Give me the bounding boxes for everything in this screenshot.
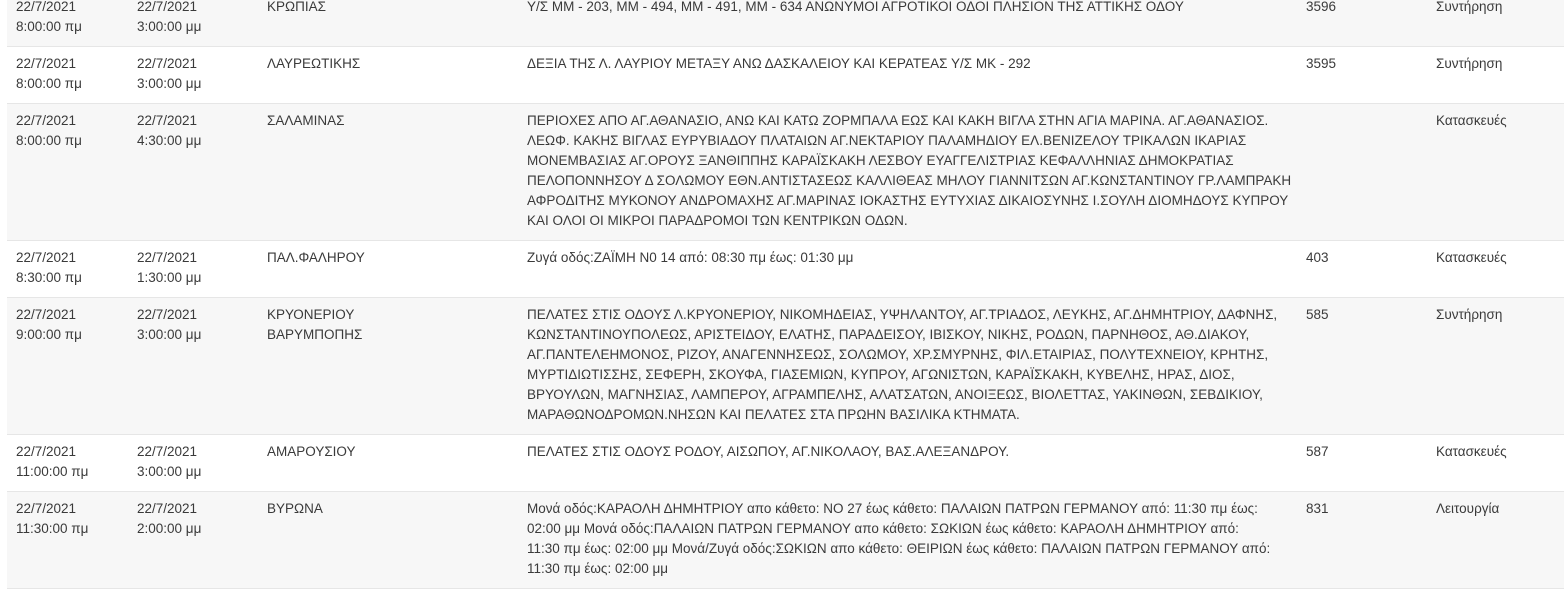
- work-type: Συντήρηση: [1436, 307, 1503, 322]
- start-date: 22/7/2021: [16, 0, 77, 14]
- work-type-cell: [1436, 0, 1564, 26]
- end-time: 1:30:00 μμ: [137, 270, 202, 285]
- outage-table: [7, 0, 1564, 589]
- end-datetime-cell: [137, 104, 267, 160]
- end-date: 22/7/2021: [137, 501, 198, 516]
- description-line: ΑΓ.ΠΑΝΤΕΛΕΗΜΟΝΟΣ, ΡΙΖΟΥ, ΑΝΑΓΕΝΝΗΣΕΩΣ, ΣΟΛΩΜΟΥ, ΧΡ.ΣΜΥΡΝΗΣ, ΦΙΛ.ΕΤΑΙΡΙΑΣ, ΠΟΛΥΤΕΧΝΕΙΟΥ, ΚΡΗΤΗΣ,: [527, 347, 1269, 362]
- description-line: ΔΕΞΙΑ ΤΗΣ Λ. ΛΑΥΡΙΟΥ ΜΕΤΑΞΥ ΑΝΩ ΔΑΣΚΑΛΕΙΟΥ ΚΑΙ ΚΕΡΑΤΕΑΣ Υ/Σ ΜΚ - 292: [527, 56, 1031, 71]
- end-time: 3:00:00 μμ: [137, 19, 202, 34]
- area-name: ΠΑΛ.ΦΑΛΗΡΟΥ: [267, 250, 365, 265]
- reference-number-cell: [1306, 104, 1436, 120]
- area-cell: [267, 298, 527, 354]
- end-date: 22/7/2021: [137, 56, 198, 71]
- end-time: 3:00:00 μμ: [137, 464, 202, 479]
- description-cell: [527, 47, 1306, 83]
- start-date: 22/7/2021: [16, 444, 77, 459]
- table-row: [7, 492, 1564, 589]
- start-date: 22/7/2021: [16, 307, 77, 322]
- description-cell: [527, 492, 1306, 588]
- description-line: 11:30 πμ έως: 02:00 μμ: [527, 561, 669, 576]
- description-line: 02:00 μμ Μονά οδός:ΠΑΛΑΙΩΝ ΠΑΤΡΩΝ ΓΕΡΜΑΝΟΥ απο κάθετο: ΣΩΚΙΩΝ έως κάθετο: ΚΑΡΑΟΛΗ ΔΗΜΗΤΡΙΟΥ από:: [527, 521, 1239, 536]
- reference-number: 3595: [1306, 56, 1337, 71]
- end-datetime-cell: [137, 298, 267, 354]
- start-datetime-cell: [7, 492, 137, 548]
- area-name: ΚΡΩΠΙΑΣ: [267, 0, 326, 14]
- reference-number-cell: [1306, 0, 1436, 26]
- table-row: [7, 298, 1564, 435]
- end-date: 22/7/2021: [137, 444, 198, 459]
- work-type-cell: [1436, 492, 1564, 528]
- area-name: ΣΑΛΑΜΙΝΑΣ: [267, 113, 345, 128]
- description-line: ΜΑΡΑΘΩΝΟΔΡΟΜΩΝ.ΝΗΣΩΝ ΚΑΙ ΠΕΛΑΤΕΣ ΣΤΑ ΠΡΩΗΝ ΒΑΣΙΛΙΚΑ ΚΤΗΜΑΤΑ.: [527, 407, 1020, 422]
- table-row: [7, 104, 1564, 241]
- end-datetime-cell: [137, 47, 267, 103]
- table-body: [7, 0, 1564, 589]
- description-cell: [527, 241, 1306, 277]
- description-cell: [527, 0, 1306, 26]
- area-name: ΛΑΥΡΕΩΤΙΚΗΣ: [267, 56, 361, 71]
- start-datetime-cell: [7, 298, 137, 354]
- description-line: ΠΕΛΑΤΕΣ ΣΤΙΣ ΟΔΟΥΣ Λ.ΚΡΥΟΝΕΡΙΟΥ, ΝΙΚΟΜΗΔΕΙΑΣ, ΥΨΗΛΑΝΤΟΥ, ΑΓ.ΤΡΙΑΔΟΣ, ΛΕΥΚΗΣ, ΑΓ.ΔΗΜΗΤΡΙΟΥ, ΔΑΦΝΗΣ,: [527, 307, 1278, 322]
- description-line: ΠΕΛΟΠΟΝΝΗΣΟΥ Δ ΣΟΛΩΜΟΥ ΕΘΝ.ΑΝΤΙΣΤΑΣΕΩΣ ΚΑΛΛΙΘΕΑΣ ΜΗΛΟΥ ΓΙΑΝΝΙΤΣΩΝ ΑΓ.ΚΩΝΣΤΑΝΤΙΝΟΥ ΓΡ.ΛΑΜΠΡΑΚΗ: [527, 173, 1292, 188]
- start-datetime-cell: [7, 435, 137, 491]
- area-cell: [267, 492, 527, 528]
- end-time: 3:00:00 μμ: [137, 76, 202, 91]
- start-time: 8:00:00 πμ: [16, 133, 82, 148]
- reference-number-cell: [1306, 492, 1436, 528]
- description-line: Μονά οδός:ΚΑΡΑΟΛΗ ΔΗΜΗΤΡΙΟΥ απο κάθετο: ΝΟ 27 έως κάθετο: ΠΑΛΑΙΩΝ ΠΑΤΡΩΝ ΓΕΡΜΑΝΟΥ από: 11:30 πμ έως:: [527, 501, 1258, 516]
- end-date: 22/7/2021: [137, 113, 198, 128]
- description-line: ΜΥΡΤΙΔΙΩΤΙΣΣΗΣ, ΣΕΦΕΡΗ, ΣΚΟΥΦΑ, ΓΙΑΣΕΜΙΩΝ, ΚΥΠΡΟΥ, ΑΓΩΝΙΣΤΩΝ, ΚΑΡΑΪΣΚΑΚΗ, ΚΥΒΕΛΗΣ, ΗΡΑΣ, ΔΙΟΣ,: [527, 367, 1235, 382]
- description-line: ΛΕΩΦ. ΚΑΚΗΣ ΒΙΓΛΑΣ ΕΥΡΥΒΙΑΔΟΥ ΠΛΑΤΑΙΩΝ ΑΓ.ΝΕΚΤΑΡΙΟΥ ΠΑΛΑΜΗΔΙΟΥ ΕΛ.ΒΕΝΙΖΕΛΟΥ ΤΡΙΚΑΛΩΝ ΙΚΑΡΙΑΣ: [527, 133, 1247, 148]
- start-date: 22/7/2021: [16, 250, 77, 265]
- area-cell: [267, 47, 527, 83]
- start-datetime-cell: [7, 47, 137, 103]
- end-datetime-cell: [137, 0, 267, 46]
- area-cell: [267, 104, 527, 140]
- reference-number: 585: [1306, 307, 1329, 322]
- start-time: 8:00:00 πμ: [16, 76, 82, 91]
- reference-number: 403: [1306, 250, 1329, 265]
- start-date: 22/7/2021: [16, 501, 77, 516]
- reference-number-cell: [1306, 298, 1436, 334]
- work-type-cell: [1436, 104, 1564, 140]
- description-line: ΜΟΝΕΜΒΑΣΙΑΣ ΑΓ.ΟΡΟΥΣ ΞΑΝΘΙΠΠΗΣ ΚΑΡΑΪΣΚΑΚΗ ΛΕΣΒΟΥ ΕΥΑΓΓΕΛΙΣΤΡΙΑΣ ΚΕΦΑΛΛΗΝΙΑΣ ΔΗΜΟΚΡΑΤΙΑΣ: [527, 153, 1234, 168]
- start-time: 11:30:00 πμ: [16, 521, 89, 536]
- table-row: [7, 241, 1564, 298]
- start-time: 8:00:00 πμ: [16, 19, 82, 34]
- description-line: ΚΩΝΣΤΑΝΤΙΝΟΥΠΟΛΕΩΣ, ΑΡΙΣΤΕΙΔΟΥ, ΕΛΑΤΗΣ, ΠΑΡΑΔΕΙΣΟΥ, ΙΒΙΣΚΟΥ, ΝΙΚΗΣ, ΡΟΔΩΝ, ΠΑΡΝΗΘΟΣ, ΑΘ.ΔΙΑΚΟΥ,: [527, 327, 1250, 342]
- start-time: 9:00:00 πμ: [16, 327, 82, 342]
- work-type-cell: [1436, 298, 1564, 334]
- work-type-cell: [1436, 241, 1564, 277]
- work-type: Κατασκευές: [1436, 444, 1507, 459]
- end-time: 2:00:00 μμ: [137, 521, 202, 536]
- end-date: 22/7/2021: [137, 250, 198, 265]
- area-name: ΚΡΥΟΝΕΡΙΟΥ: [267, 307, 355, 322]
- description-cell: [527, 435, 1306, 471]
- end-date: 22/7/2021: [137, 0, 198, 14]
- description-line: ΚΑΙ ΟΛΟΙ ΟΙ ΜΙΚΡΟΙ ΠΑΡΑΔΡΟΜΟΙ ΤΩΝ ΚΕΝΤΡΙΚΩΝ ΟΔΩΝ.: [527, 213, 908, 228]
- description-line: ΠΕΛΑΤΕΣ ΣΤΙΣ ΟΔΟΥΣ ΡΟΔΟΥ, ΑΙΣΩΠΟΥ, ΑΓ.ΝΙΚΟΛΑΟΥ, ΒΑΣ.ΑΛΕΞΑΝΔΡΟΥ.: [527, 444, 1010, 459]
- start-datetime-cell: [7, 241, 137, 297]
- table-row: [7, 0, 1564, 47]
- work-type: Συντήρηση: [1436, 56, 1503, 71]
- description-line: ΠΕΡΙΟΧΕΣ ΑΠΟ ΑΓ.ΑΘΑΝΑΣΙΟ, ΑΝΩ ΚΑΙ ΚΑΤΩ ΖΟΡΜΠΑΛΑ ΕΩΣ ΚΑΙ ΚΑΚΗ ΒΙΓΛΑ ΣΤΗΝ ΑΓΙΑ ΜΑΡΙΝΑ. ΑΓ.ΑΘΑΝΑΣΙΟΣ.: [527, 113, 1269, 128]
- start-datetime-cell: [7, 0, 137, 46]
- description-line: ΑΦΡΟΔΙΤΗΣ ΜΥΚΟΝΟΥ ΑΝΔΡΟΜΑΧΗΣ ΑΓ.ΜΑΡΙΝΑΣ ΙΟΚΑΣΤΗΣ ΕΥΤΥΧΙΑΣ ΔΙΚΑΙΟΣΥΝΗΣ Ι.ΣΟΥΛΗ ΔΙΟΜΗΔΟΥΣ ΚΥΠΡΟΥ: [527, 193, 1289, 208]
- area-cell: [267, 241, 527, 277]
- description-cell: [527, 104, 1306, 240]
- end-date: 22/7/2021: [137, 307, 198, 322]
- work-type: Λειτουργία: [1436, 501, 1500, 516]
- description-line: 11:30 πμ έως: 02:00 μμ Μονά/Ζυγά οδός:ΣΩΚΙΩΝ απο κάθετο: ΘΕΙΡΙΩΝ έως κάθετο: ΠΑΛΑΙΩΝ ΠΑΤΡΩΝ ΓΕΡΜΑΝΟΥ από:: [527, 541, 1271, 556]
- work-type: Κατασκευές: [1436, 113, 1507, 128]
- reference-number: 3596: [1306, 0, 1337, 14]
- description-line: ΒΡΥΟΥΛΩΝ, ΜΑΓΝΗΣΙΑΣ, ΛΑΜΠΕΡΟΥ, ΑΓΡΑΜΠΕΛΗΣ, ΑΛΑΤΣΑΤΩΝ, ΑΝΟΙΞΕΩΣ, ΒΙΟΛΕΤΤΑΣ, ΥΑΚΙΝΘΩΝ, ΣΕΒΔΙΚΙΟΥ,: [527, 387, 1263, 402]
- end-time: 3:00:00 μμ: [137, 327, 202, 342]
- end-datetime-cell: [137, 435, 267, 491]
- area-cell: [267, 0, 527, 26]
- reference-number: 831: [1306, 501, 1329, 516]
- work-type: Συντήρηση: [1436, 0, 1503, 14]
- reference-number-cell: [1306, 241, 1436, 277]
- description-line: Ζυγά οδός:ΖΑΪΜΗ Ν0 14 από: 08:30 πμ έως: 01:30 μμ: [527, 250, 854, 265]
- area-name: ΒΥΡΩΝΑ: [267, 501, 323, 516]
- area-name: ΒΑΡΥΜΠΟΠΗΣ: [267, 327, 363, 342]
- reference-number-cell: [1306, 47, 1436, 83]
- start-date: 22/7/2021: [16, 56, 77, 71]
- start-time: 8:30:00 πμ: [16, 270, 82, 285]
- end-datetime-cell: [137, 492, 267, 548]
- start-time: 11:00:00 πμ: [16, 464, 89, 479]
- table-row: [7, 47, 1564, 104]
- reference-number-cell: [1306, 435, 1436, 471]
- start-datetime-cell: [7, 104, 137, 160]
- work-type-cell: [1436, 435, 1564, 471]
- description-line: Υ/Σ ΜΜ - 203, ΜΜ - 494, ΜΜ - 491, ΜΜ - 634 ΑΝΩΝΥΜΟΙ ΑΓΡΟΤΙΚΟΙ ΟΔΟΙ ΠΛΗΣΙΟΝ ΤΗΣ ΑΤΤΙΚΗΣ ΟΔΟΥ: [527, 0, 1184, 14]
- work-type-cell: [1436, 47, 1564, 83]
- reference-number: 587: [1306, 444, 1329, 459]
- table-row: [7, 435, 1564, 492]
- end-datetime-cell: [137, 241, 267, 297]
- work-type: Κατασκευές: [1436, 250, 1507, 265]
- start-date: 22/7/2021: [16, 113, 77, 128]
- description-cell: [527, 298, 1306, 434]
- area-name: ΑΜΑΡΟΥΣΙΟΥ: [267, 444, 356, 459]
- area-cell: [267, 435, 527, 471]
- end-time: 4:30:00 μμ: [137, 133, 202, 148]
